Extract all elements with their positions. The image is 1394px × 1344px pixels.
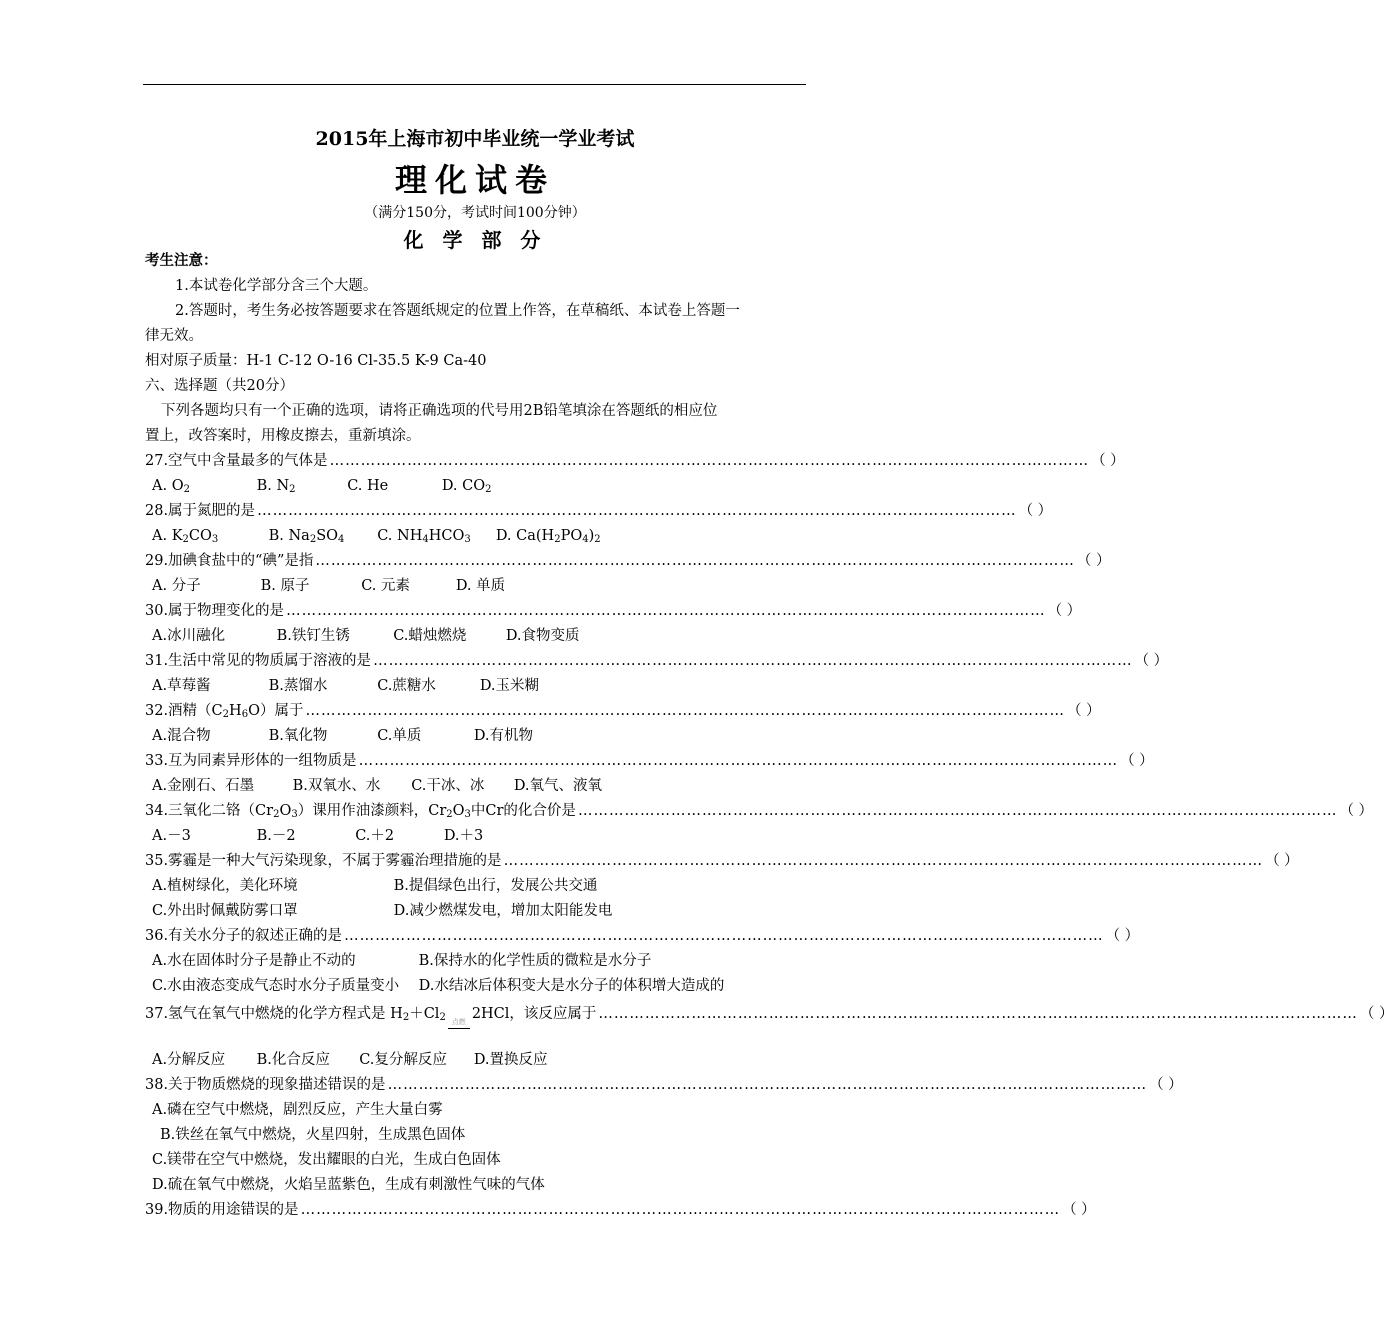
question-35-options-cd	[145, 901, 814, 921]
section-heading: 六、选择题（共20分）	[145, 378, 294, 394]
question-29: 29.加碘食盐中的“碘”是指 ………………………………………………………………………………………………………………………………… （ ）	[145, 553, 1111, 569]
option-b[interactable]: B. 原子	[260, 578, 310, 594]
question-28-options	[145, 526, 814, 546]
option-d[interactable]: D.水结冰后体积变大是水分子的体积增大造成的	[418, 978, 725, 994]
question-37: 37.氢气在氧气中燃烧的化学方程式是 $H_2+Cl_2$ 点燃 2HCl，该反应属于 ………………………………………………………………………………………………………………………………… （ ）	[145, 1006, 1394, 1026]
option-d[interactable]: D. $CO_2$	[441, 478, 492, 495]
option-a[interactable]: A.磷在空气中燃烧，剧烈反应，产生大量白雾	[152, 1102, 443, 1118]
option-c[interactable]: C. $NH_4HCO_3$	[377, 528, 471, 545]
option-c[interactable]: C.蜡烛燃烧	[393, 628, 467, 644]
option-a[interactable]: A.水在固体时分子是静止不动的	[152, 953, 356, 969]
answer-blank[interactable]: （ ）	[1359, 1006, 1394, 1022]
exam-subject: 理化试卷	[394, 161, 555, 199]
question-32-options	[145, 726, 814, 746]
option-d[interactable]: D.＋3	[443, 828, 484, 844]
option-b[interactable]: B. $N_2$	[256, 478, 296, 495]
question-38: 38.关于物质燃烧的现象描述错误的是 ………………………………………………………………………………………………………………………………… （ ）	[145, 1077, 1183, 1093]
option-a[interactable]: A. $K_2CO_3$	[152, 528, 219, 545]
question-27: 27.空气中含量最多的气体是 ………………………………………………………………………………………………………………………………… （ ）	[145, 453, 1125, 469]
option-d[interactable]: D.减少燃煤发电，增加太阳能发电	[393, 903, 613, 919]
option-c[interactable]: C.蔗糖水	[377, 678, 436, 694]
answer-blank[interactable]: （ ）	[1091, 453, 1125, 469]
section-instruction-a: 下列各题均只有一个正确的选项，请将正确选项的代号用2B铅笔填涂在答题纸的相应位	[161, 403, 718, 419]
answer-blank[interactable]: （ ）	[1018, 503, 1053, 519]
option-c[interactable]: C.水由液态变成气态时水分子质量变小	[152, 978, 400, 994]
option-b[interactable]: B.保持水的化学性质的微粒是水分子	[418, 953, 652, 969]
option-a[interactable]: A.分解反应	[152, 1052, 226, 1068]
question-37-options	[145, 1050, 814, 1070]
question-32: 32.酒精$(C_2H_6O)$属于 ………………………………………………………………………………………………………………………………… （ ）	[145, 703, 1101, 720]
option-a[interactable]: A.草莓酱	[152, 678, 211, 694]
option-c[interactable]: C.外出时佩戴防雾口罩	[152, 903, 298, 919]
answer-blank[interactable]: （ ）	[1105, 928, 1140, 944]
option-d[interactable]: D.氧气、液氧	[513, 778, 603, 794]
exam-title: 2015年上海市初中毕业统一学业考试	[315, 128, 635, 150]
option-c[interactable]: C.干冰、冰	[411, 778, 485, 794]
question-34: 34.三氧化二铬$(Cr_2O_3)$课用作油漆颜料，$Cr_2O_3$中Cr的化合价是 ………………………………………………………………………………………………………………………………… （ ）	[145, 803, 1374, 820]
question-28: 28.属于氮肥的是 ………………………………………………………………………………………………………………………………… （ ）	[145, 503, 1053, 519]
option-b[interactable]: B.氧化物	[268, 728, 328, 744]
option-a[interactable]: A. $O_2$	[152, 478, 190, 495]
option-a[interactable]: A.植树绿化，美化环境	[152, 878, 298, 894]
answer-blank[interactable]: （ ）	[1134, 653, 1169, 669]
option-b[interactable]: B.－2	[256, 828, 296, 844]
question-34-options	[145, 826, 814, 846]
option-a[interactable]: A.－3	[152, 828, 191, 844]
question-27-options	[145, 476, 814, 496]
exam-info: （满分150分，考试时间100分钟）	[364, 205, 586, 221]
option-c[interactable]: C.＋2	[355, 828, 395, 844]
option-d[interactable]: D.食物变质	[505, 628, 580, 644]
question-39: 39.物质的用途错误的是 ………………………………………………………………………………………………………………………………… （ ）	[145, 1202, 1096, 1218]
option-a[interactable]: A.混合物	[152, 728, 211, 744]
notice-item-2b: 律无效。	[145, 328, 203, 344]
option-a[interactable]: A.冰川融化	[152, 628, 226, 644]
question-29-options	[145, 576, 814, 596]
option-d[interactable]: D. 单质	[455, 578, 506, 594]
option-d[interactable]: D. $Ca(H_2PO_4)_2$	[495, 528, 601, 545]
option-d[interactable]: D.有机物	[473, 728, 534, 744]
option-b[interactable]: B.提倡绿色出行，发展公共交通	[393, 878, 598, 894]
option-b[interactable]: B.化合反应	[256, 1052, 330, 1068]
answer-blank[interactable]: （ ）	[1120, 753, 1154, 769]
option-b[interactable]: B.双氧水、水	[292, 778, 381, 794]
answer-blank[interactable]: （ ）	[1066, 703, 1101, 719]
option-c[interactable]: C.单质	[377, 728, 422, 744]
option-c[interactable]: C.镁带在空气中燃烧，发出耀眼的白光，生成白色固体	[152, 1152, 501, 1168]
option-d[interactable]: D.玉米糊	[479, 678, 540, 694]
option-d[interactable]: D.置换反应	[473, 1052, 548, 1068]
option-a[interactable]: A.金刚石、石墨	[152, 778, 255, 794]
question-33-options	[145, 776, 814, 796]
option-c[interactable]: C.复分解反应	[359, 1052, 447, 1068]
answer-blank[interactable]: （ ）	[1265, 853, 1299, 869]
option-a[interactable]: A. 分子	[152, 578, 201, 594]
option-b[interactable]: B.铁钉生锈	[276, 628, 350, 644]
answer-blank[interactable]: （ ）	[1339, 803, 1374, 819]
answer-blank[interactable]: （ ）	[1149, 1077, 1183, 1093]
option-b[interactable]: B.蒸馏水	[268, 678, 328, 694]
question-36-options-cd	[145, 976, 814, 996]
option-c[interactable]: C. 元素	[361, 578, 411, 594]
answer-blank[interactable]: （ ）	[1047, 603, 1082, 619]
option-b[interactable]: B. $Na_2SO_4$	[268, 528, 345, 545]
question-30: 30.属于物理变化的是 ………………………………………………………………………………………………………………………………… （ ）	[145, 603, 1082, 619]
question-31-options	[145, 676, 814, 696]
option-d[interactable]: D.硫在氧气中燃烧，火焰呈蓝紫色，生成有刺激性气味的气体	[152, 1177, 545, 1193]
answer-blank[interactable]: （ ）	[1076, 553, 1111, 569]
part-title: 化 学 部 分	[403, 228, 547, 252]
notice-heading: 考生注意：	[145, 252, 218, 269]
question-35: 35.雾霾是一种大气污染现象，不属于雾霾治理措施的是 ………………………………………………………………………………………………………………………………… （ ）	[145, 853, 1299, 869]
answer-blank[interactable]: （ ）	[1062, 1202, 1096, 1218]
notice-item-2a: 2.答题时，考生务必按答题要求在答题纸规定的位置上作答，在草稿纸、本试卷上答题一	[175, 303, 740, 319]
question-33: 33.互为同素异形体的一组物质是 ………………………………………………………………………………………………………………………………… （ ）	[145, 753, 1154, 769]
question-30-options	[145, 626, 814, 646]
section-instruction-b: 置上，改答案时，用橡皮擦去，重新填涂。	[145, 428, 421, 444]
notice-item-1: 1.本试卷化学部分含三个大题。	[175, 278, 378, 294]
question-31: 31.生活中常见的物质属于溶液的是 ………………………………………………………………………………………………………………………………… （ ）	[145, 653, 1169, 669]
top-rule	[143, 84, 806, 85]
question-36: 36.有关水分子的叙述正确的是 ………………………………………………………………………………………………………………………………… （ ）	[145, 928, 1140, 944]
option-b[interactable]: B.铁丝在氧气中燃烧，火星四射，生成黑色固体	[160, 1127, 466, 1143]
question-35-options-ab	[145, 876, 814, 896]
atomic-masses: 相对原子质量：H-1 C-12 O-16 Cl-35.5 K-9 Ca-40	[145, 353, 487, 369]
option-c[interactable]: C. He	[347, 478, 389, 494]
question-36-options-ab	[145, 951, 814, 971]
